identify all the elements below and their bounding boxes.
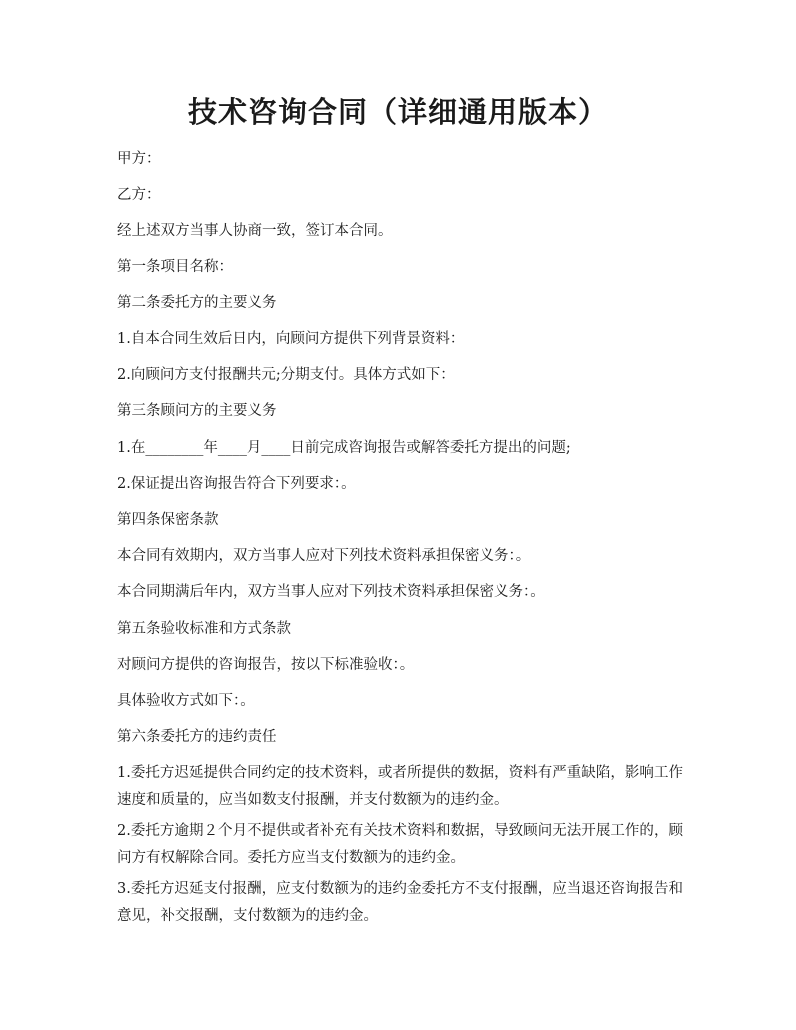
article-3-heading: 第三条顾问方的主要义务 <box>117 403 277 419</box>
article-4-item-2: 本合同期满后年内，双方当事人应对下列技术资料承担保密义务：。 <box>117 584 545 600</box>
article-6-item-2: 2.委托方逾期２个月不提供或者补充有关技术资料和数据，导致顾问无法开展工作的，顾问方有权解除合同。委托方应当支付数额为的违约金。 <box>117 823 683 866</box>
article-1-heading: 第一条项目名称： <box>117 259 233 275</box>
article-6-item-3: 3.委托方迟延支付报酬，应支付数额为的违约金委托方不支付报酬，应当退还咨询报告和意见，补交报酬，支付数额为的违约金。 <box>117 881 683 924</box>
article-6-item-1: 1.委托方迟延提供合同约定的技术资料，或者所提供的数据，资料有严重缺陷，影响工作速度和质量的，应当如数支付报酬，并支付数额为的违约金。 <box>117 765 683 808</box>
document-title: 技术咨询合同（详细通用版本） <box>187 95 608 129</box>
agreement-statement: 经上述双方当事人协商一致，签订本合同。 <box>117 223 393 239</box>
article-2-item-1: 1.自本合同生效后日内，向顾问方提供下列背景资料： <box>117 331 465 347</box>
article-4-heading: 第四条保密条款 <box>117 512 219 528</box>
article-5-item-2: 具体验收方式如下：。 <box>117 693 255 709</box>
party-a-line: 甲方： <box>117 151 161 167</box>
article-4-item-1: 本合同有效期内，双方当事人应对下列技术资料承担保密义务：。 <box>117 548 531 564</box>
article-5-item-1: 对顾问方提供的咨询报告，按以下标准验收：。 <box>117 657 415 673</box>
article-6-heading: 第六条委托方的违约责任 <box>117 729 277 745</box>
party-b-line: 乙方： <box>117 187 161 203</box>
article-2-item-2: 2.向顾问方支付报酬共元;分期支付。具体方式如下： <box>117 367 455 383</box>
article-2-heading: 第二条委托方的主要义务 <box>117 295 277 311</box>
article-3-item-2: 2.保证提出咨询报告符合下列要求：。 <box>117 476 356 492</box>
article-3-item-1: 1.在________年____月____日前完成咨询报告或解答委托方提出的问题; <box>117 440 571 456</box>
article-5-heading: 第五条验收标准和方式条款 <box>117 621 291 637</box>
